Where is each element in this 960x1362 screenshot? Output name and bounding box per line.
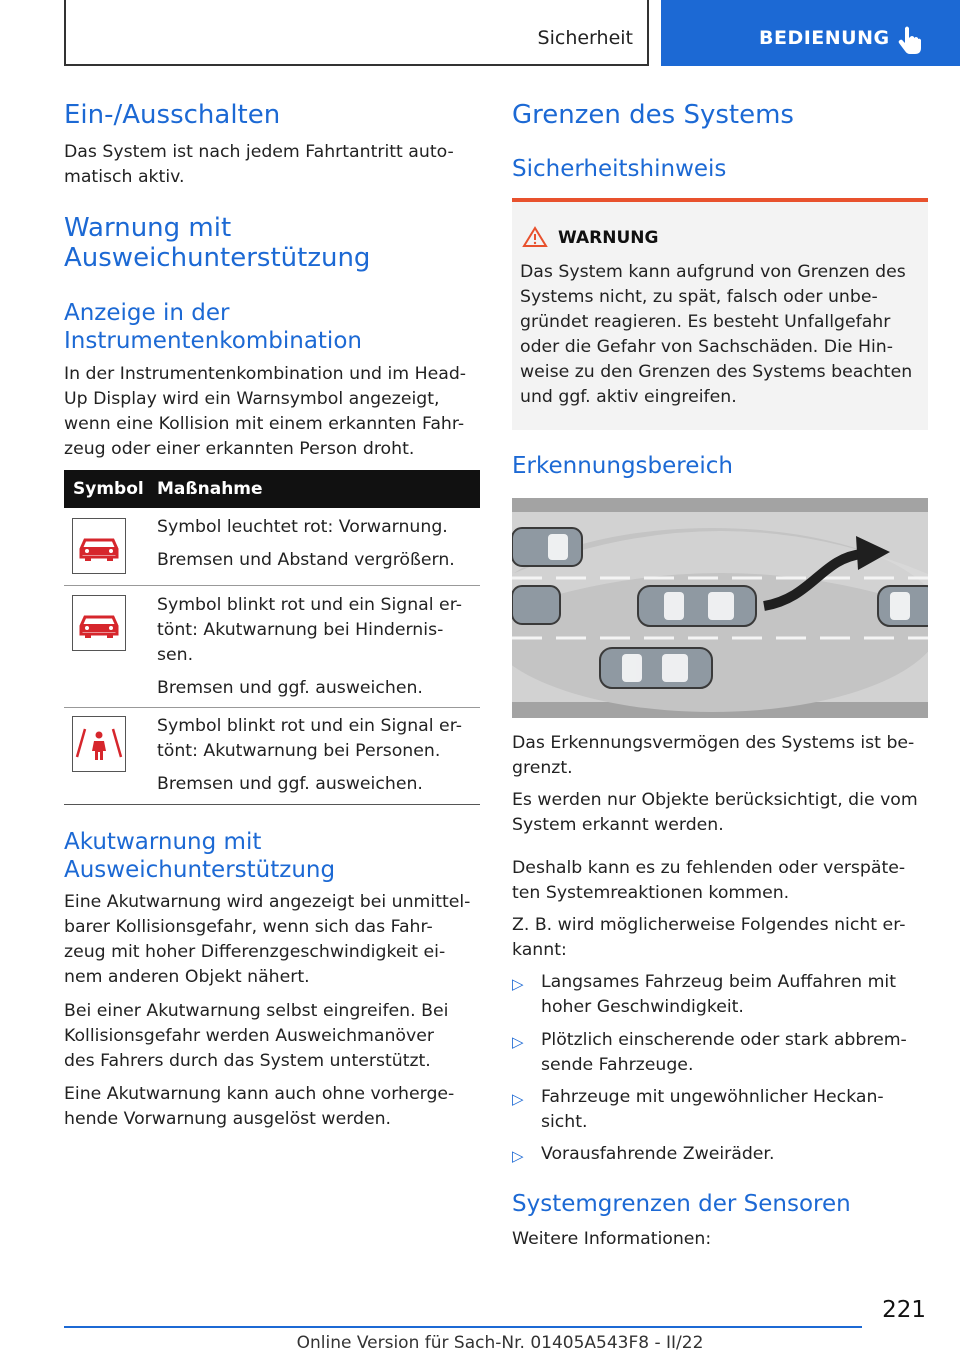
hand-pointer-icon [897,24,923,54]
warning-text [520,260,912,410]
paragraph-ein [64,140,454,190]
paragraph-akut-3 [64,1082,454,1132]
row-divider [64,585,480,586]
col-massnahme: Maßnahme [157,479,263,499]
list-item [541,1028,907,1078]
heading-erkennungsbereich: Erkennungsbereich [512,453,733,479]
text-line: Up Display wird ein Warnsymbol angezeigt, [64,389,440,409]
heading-warnung [64,213,370,273]
paragraph-erkennung-3 [512,856,905,906]
heading-line: Instrumentenkombination [64,328,362,354]
heading-systemgrenzen-sensoren: Systemgrenzen der Sensoren [512,1191,851,1217]
row-divider [64,707,480,708]
bullet-triangle-icon: ▷ [512,1090,524,1108]
heading-line: Ausweichunterstützung [64,857,336,883]
text-line: Eine Akutwarnung kann auch ohne vorherge- [64,1084,455,1104]
warning-triangle-icon [522,226,548,248]
table-row [157,714,462,797]
footer-rule [64,1326,862,1328]
car-warning-icon [72,518,126,574]
text-line: Systems nicht, zu spät, falsch oder unbe- [520,287,878,307]
text-line: Das System kann aufgrund von Grenzen des [520,262,906,282]
bullet-triangle-icon: ▷ [512,975,524,993]
text-line: Fahrzeuge mit ungewöhnlicher Heckan- [541,1087,884,1107]
text-line: Es werden nur Objekte berücksichtigt, die vom [512,790,918,810]
heading-sicherheitshinweis: Sicherheitshinweis [512,156,727,182]
col-symbol: Symbol [73,479,144,499]
row-text: sen. [157,645,194,665]
text-line: Das System ist nach jedem Fahrtantritt auto- [64,142,454,162]
list-item [541,970,896,1020]
row-action: Bremsen und ggf. ausweichen. [157,774,423,794]
text-line: Z. B. wird möglicherweise Folgendes nicht er- [512,915,906,935]
text-line: Bei einer Akutwarnung selbst eingreifen. Bei [64,1001,449,1021]
pedestrian-warning-icon [72,716,126,772]
row-action: Bremsen und ggf. ausweichen. [157,678,423,698]
header-section-label: Sicherheit [537,27,633,49]
bullet-triangle-icon: ▷ [512,1147,524,1165]
heading-line: Ausweichunterstützung [64,243,371,273]
heading-akutwarnung [64,828,335,884]
text-line: Vorausfahrende Zweiräder. [541,1144,775,1164]
warning-box [512,198,928,430]
row-text: Symbol blinkt rot und ein Signal er- [157,595,462,615]
text-line: sende Fahrzeuge. [541,1055,694,1075]
text-line: des Fahrers durch das System unterstützt. [64,1051,431,1071]
text-line: matisch aktiv. [64,167,185,187]
text-line: nem anderen Objekt nähert. [64,967,310,987]
header-chapter-label: BEDIENUNG [759,27,890,49]
text-line: weise zu den Grenzen des Systems beachten [520,362,913,382]
text-line: Deshalb kann es zu fehlenden oder verspäte- [512,858,906,878]
heading-anzeige [64,299,362,355]
text-line: zeug oder einer erkannten Person droht. [64,439,415,459]
row-text: tönt: Akutwarnung bei Hindernis- [157,620,444,640]
row-action: Bremsen und Abstand vergrößern. [157,550,455,570]
paragraph-anzeige [64,362,466,462]
warning-title: WARNUNG [558,228,659,248]
paragraph-erkennung-2 [512,788,918,838]
list-item [541,1142,774,1167]
table-row [157,515,455,573]
text-line: Kollisionsgefahr werden Ausweichmanöver [64,1026,434,1046]
text-line: zeug mit hoher Differenzgeschwindigkeit ei- [64,942,446,962]
text-line: barer Kollisionsgefahr, wenn sich das Fahr- [64,917,433,937]
text-line: Plötzlich einscherende oder stark abbrem- [541,1030,907,1050]
list-item [541,1085,884,1135]
bullet-triangle-icon: ▷ [512,1033,524,1051]
header-section-tab [64,0,649,66]
text-line: hende Vorwarnung ausgelöst werden. [64,1109,392,1129]
text-line: ten Systemreaktionen kommen. [512,883,790,903]
heading-line: Anzeige in der [64,300,230,326]
text-line: gründet reagieren. Es besteht Unfallgefahr [520,312,891,332]
row-text: tönt: Akutwarnung bei Personen. [157,741,441,761]
table-row [157,593,462,701]
header-chapter-tab [661,0,960,66]
paragraph-erkennung-1 [512,731,914,781]
table-bottom-rule [64,804,480,805]
text-line: Das Erkennungsvermögen des Systems ist be- [512,733,915,753]
detection-range-illustration [512,498,928,718]
text-line: oder die Gefahr von Sachschäden. Die Hin- [520,337,893,357]
text-line: Eine Akutwarnung wird angezeigt bei unmittel- [64,892,471,912]
heading-line: Warnung mit [64,213,232,243]
paragraph-akut-1 [64,890,470,990]
heading-grenzen: Grenzen des Systems [512,100,794,130]
heading-ein-ausschalten: Ein-/Ausschalten [64,100,281,130]
text-line: wenn eine Kollision mit einem erkannten Fahr- [64,414,465,434]
text-line: hoher Geschwindigkeit. [541,997,744,1017]
text-line: Langsames Fahrzeug beim Auffahren mit [541,972,896,992]
text-line: kannt: [512,940,567,960]
text-line: sicht. [541,1112,588,1132]
row-text: Symbol blinkt rot und ein Signal er- [157,716,462,736]
text-line: grenzt. [512,758,573,778]
footer-text: Online Version für Sach-Nr. 01405A543F8 - II/22 [296,1333,704,1353]
text-line: In der Instrumentenkombination und im Head- [64,364,467,384]
heading-line: Akutwarnung mit [64,829,262,855]
paragraph-weitere: Weitere Informationen: [512,1229,712,1249]
row-text: Symbol leuchtet rot: Vorwarnung. [157,517,448,537]
text-line: System erkannt werden. [512,815,724,835]
paragraph-akut-2 [64,999,448,1074]
car-warning-blink-icon [72,595,126,651]
paragraph-erkennung-4 [512,913,905,963]
page-number: 221 [882,1297,926,1323]
table-header [64,470,480,508]
text-line: und ggf. aktiv eingreifen. [520,387,737,407]
